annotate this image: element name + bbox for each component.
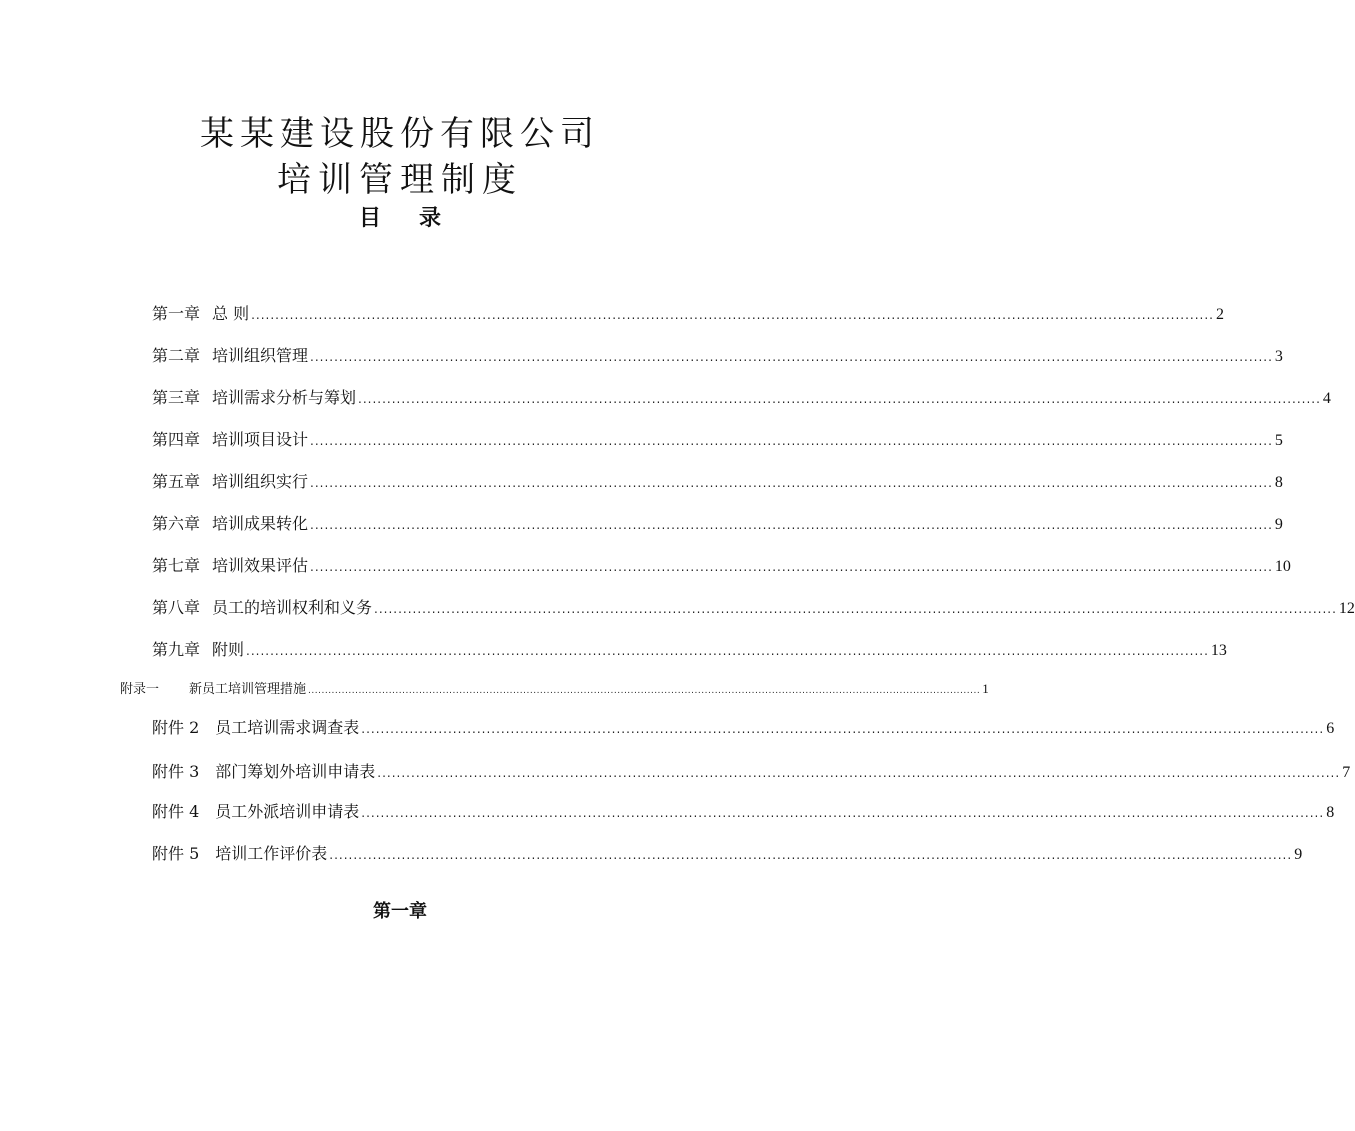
toc-heading-char-2: 录 — [419, 206, 442, 231]
toc-entry[interactable] — [152, 842, 1303, 866]
toc-entry[interactable] — [120, 679, 989, 699]
toc-entry[interactable] — [152, 716, 1335, 740]
toc-page-number: 10 — [1274, 558, 1291, 575]
toc-page-number: 9 — [1294, 846, 1303, 863]
toc-page-number: 8 — [1274, 474, 1283, 491]
toc-entry[interactable] — [152, 760, 1351, 784]
toc-entry-title: 培训组织管理 — [212, 346, 309, 365]
toc-entry-number: 第四章 — [152, 430, 201, 449]
toc-leader-dots: ........................................................................................................................................................................................................ — [310, 476, 1273, 490]
toc-page-number: 7 — [1342, 764, 1351, 781]
toc-leader-dots: ........................................................................................................................................................................................................ — [358, 392, 1321, 406]
toc-page-number: 4 — [1322, 390, 1331, 407]
toc-entry-number: 第三章 — [152, 388, 201, 407]
toc-entry-number: 第六章 — [152, 514, 201, 533]
toc-entry-title: 培训组织实行 — [212, 472, 309, 491]
company-title: 某某建设股份有限公司 — [200, 114, 600, 154]
toc-entry-number: 附件 2 — [152, 718, 200, 737]
toc-heading — [0, 204, 800, 234]
toc-page-number: 12 — [1338, 600, 1355, 617]
toc-page-number: 3 — [1274, 348, 1283, 365]
toc-entry[interactable] — [152, 470, 1283, 494]
toc-entry-number: 附件 3 — [152, 762, 200, 781]
toc-entry-title: 员工外派培训申请表 — [215, 802, 360, 821]
toc-entry-title: 培训工作评价表 — [215, 844, 328, 863]
chapter-heading: 第一章 — [373, 901, 427, 922]
toc-leader-dots: ........................................................................................................................................................................................................ — [329, 848, 1293, 862]
toc-entry[interactable] — [152, 386, 1331, 410]
toc-page-number: 6 — [1326, 720, 1335, 737]
toc-entry-title: 部门筹划外培训申请表 — [215, 762, 376, 781]
toc-page-number: 13 — [1210, 642, 1227, 659]
toc-entry-number: 第五章 — [152, 472, 201, 491]
toc-leader-dots: ........................................................................................................................................................................................................ — [377, 766, 1341, 780]
toc-entry-number: 第七章 — [152, 556, 201, 575]
toc-entry-title: 总 则 — [212, 304, 250, 323]
toc-entry-title: 员工的培训权利和义务 — [212, 598, 373, 617]
toc-entry-number: 附件 4 — [152, 802, 200, 821]
toc-page-number: 2 — [1216, 306, 1224, 323]
toc-page-number: 1 — [982, 681, 989, 696]
toc-entry[interactable] — [152, 302, 1224, 326]
toc-entry[interactable] — [152, 800, 1335, 824]
toc-entry-number: 附件 5 — [152, 844, 200, 863]
toc-entry-title: 员工培训需求调查表 — [215, 718, 360, 737]
toc-entry-title: 新员工培训管理措施 — [189, 682, 307, 697]
toc-page-number: 8 — [1326, 804, 1335, 821]
toc-entry-number: 第二章 — [152, 346, 201, 365]
document-title: 培训管理制度 — [277, 160, 523, 200]
toc-heading-char-1: 目 — [358, 206, 381, 231]
toc-entry[interactable] — [152, 554, 1291, 578]
toc-page-number: 9 — [1274, 516, 1283, 533]
toc-leader-dots: ........................................................................................................................................................................................................ — [310, 560, 1273, 574]
toc-page-number: 5 — [1274, 432, 1283, 449]
toc-entry-title: 培训需求分析与筹划 — [212, 388, 357, 407]
toc-entry[interactable] — [152, 344, 1283, 368]
toc-leader-dots: ........................................................................................................................................................................................................ — [374, 602, 1337, 616]
toc-leader-dots: ........................................................................................................................................................................................................ — [246, 644, 1209, 658]
toc-entry[interactable] — [152, 428, 1283, 452]
toc-leader-dots: ........................................................................................................................................................................................................ — [310, 350, 1273, 364]
toc-entry-number: 第八章 — [152, 598, 201, 617]
toc-leader-dots: ........................................................................................................................................................................................................ — [361, 806, 1325, 820]
toc-leader-dots: ........................................................................................................................................................................................................ — [310, 434, 1273, 448]
toc-leader-dots: ........................................................................................................................................................................................................ — [308, 686, 981, 696]
toc-entry[interactable] — [152, 512, 1283, 536]
toc-entry-title: 培训效果评估 — [212, 556, 309, 575]
toc-entry-title: 培训项目设计 — [212, 430, 309, 449]
toc-entry-title: 培训成果转化 — [212, 514, 309, 533]
toc-leader-dots: ........................................................................................................................................................................................................ — [361, 722, 1325, 736]
toc-entry-number: 附录一 — [120, 682, 160, 697]
toc-entry-number: 第九章 — [152, 640, 201, 659]
toc-leader-dots: ........................................................................................................................................................................................................ — [310, 518, 1273, 532]
toc-entry-title: 附则 — [212, 640, 245, 659]
toc-entry[interactable] — [152, 638, 1227, 662]
toc-entry[interactable] — [152, 596, 1355, 620]
toc-leader-dots: ........................................................................................................................................................................................................ — [251, 308, 1214, 322]
toc-entry-number: 第一章 — [152, 304, 201, 323]
